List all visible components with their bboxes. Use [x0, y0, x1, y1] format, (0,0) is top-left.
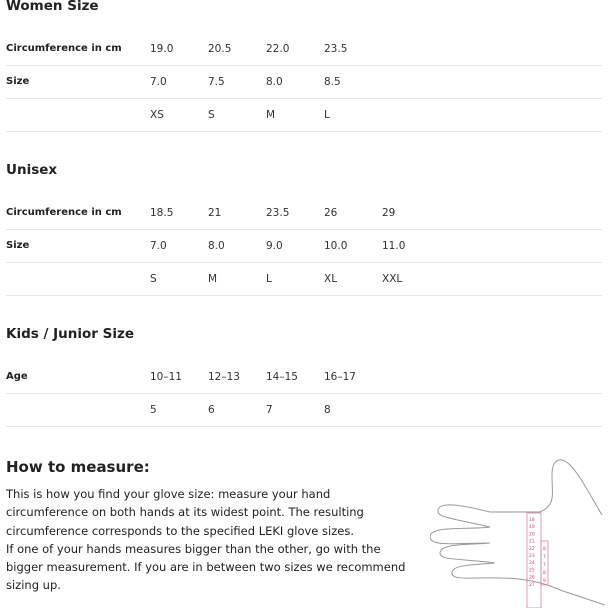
table-cell: 8.0: [208, 240, 225, 252]
table-cell: 5: [150, 404, 157, 416]
table-cell: 19.0: [150, 43, 174, 55]
tape-mark: 24: [529, 561, 535, 567]
table-cell: M: [208, 273, 218, 285]
table-cell: 9.0: [266, 240, 283, 252]
table-cell: 16–17: [324, 371, 356, 383]
tape-size-mark: 9: [543, 579, 546, 584]
table-cell: 20.5: [208, 43, 232, 55]
tape-mark: 23: [529, 554, 535, 559]
row-label: Size: [6, 240, 30, 251]
tape-mark: 22: [529, 546, 535, 552]
tape-mark: 27: [529, 582, 535, 588]
table-cell: XL: [324, 273, 338, 285]
table-cell: 8.5: [324, 76, 341, 88]
table-cell: 10.0: [324, 240, 348, 252]
table-cell: L: [266, 273, 272, 285]
tape-mark: 21: [529, 539, 535, 545]
hand-measuring-illustration: [430, 455, 608, 608]
table-cell: L: [324, 109, 330, 121]
tape-mark: 25: [529, 568, 535, 574]
table-cell: XS: [150, 109, 164, 121]
table-row: [6, 229, 602, 263]
tape-size-mark: 8: [543, 547, 546, 552]
row-label: Age: [6, 371, 28, 382]
table-cell: M: [266, 109, 276, 121]
unisex-heading: Unisex: [6, 162, 58, 178]
how-to-measure-text: [6, 485, 406, 595]
table-cell: 7: [266, 404, 273, 416]
tape-mark: 18: [529, 518, 535, 523]
table-row: [6, 65, 602, 99]
table-row: [6, 196, 602, 230]
tape-size-mark: 7: [543, 555, 546, 560]
table-cell: 7.0: [150, 240, 167, 252]
table-cell: 14–15: [266, 371, 298, 383]
table-cell: S: [150, 273, 157, 285]
row-label: Circumference in cm: [6, 207, 122, 218]
table-cell: 6: [208, 404, 215, 416]
text-line: This is how you find your glove size: measure your hand: [6, 487, 331, 501]
table-row: [6, 32, 602, 66]
table-cell: 18.5: [150, 207, 174, 219]
row-label: Size: [6, 76, 30, 87]
table-row: [6, 262, 602, 296]
tape-mark: 26: [529, 575, 535, 581]
tape-size-mark: 7: [543, 563, 546, 568]
text-line: If one of your hands measures bigger than the other, go with the: [6, 541, 381, 556]
tape-mark: 20: [529, 532, 535, 538]
table-row: [6, 360, 602, 394]
table-cell: 21: [208, 207, 222, 219]
table-cell: 29: [382, 207, 396, 219]
how-to-measure-heading: How to measure:: [6, 458, 150, 476]
tape-size-mark: 8: [543, 571, 546, 576]
table-cell: 23.5: [324, 43, 348, 55]
text-line: sizing up.: [6, 578, 61, 593]
table-cell: 12–13: [208, 371, 240, 383]
table-row: [6, 98, 602, 132]
table-cell: 8.0: [266, 76, 283, 88]
table-cell: S: [208, 109, 215, 121]
text-line: circumference corresponds to the specified LEKI glove sizes.: [6, 523, 354, 538]
table-cell: 10–11: [150, 371, 182, 383]
table-cell: XXL: [382, 273, 403, 285]
table-cell: 22.0: [266, 43, 290, 55]
table-cell: 7.0: [150, 76, 167, 88]
women-size-heading: Women Size: [6, 0, 99, 14]
text-line: circumference on both hands at its widest point. The resulting: [6, 505, 364, 520]
kids-size-heading: Kids / Junior Size: [6, 326, 134, 342]
table-cell: 11.0: [382, 240, 406, 252]
measuring-tape: [527, 513, 548, 608]
table-cell: 26: [324, 207, 338, 219]
table-cell: 7.5: [208, 76, 225, 88]
table-row: [6, 393, 602, 427]
table-cell: 23.5: [266, 207, 290, 219]
text-line: bigger measurement. If you are in between two sizes we recommend: [6, 560, 406, 575]
row-label: Circumference in cm: [6, 43, 122, 54]
table-cell: 8: [324, 404, 331, 416]
tape-mark: 19: [529, 525, 535, 531]
